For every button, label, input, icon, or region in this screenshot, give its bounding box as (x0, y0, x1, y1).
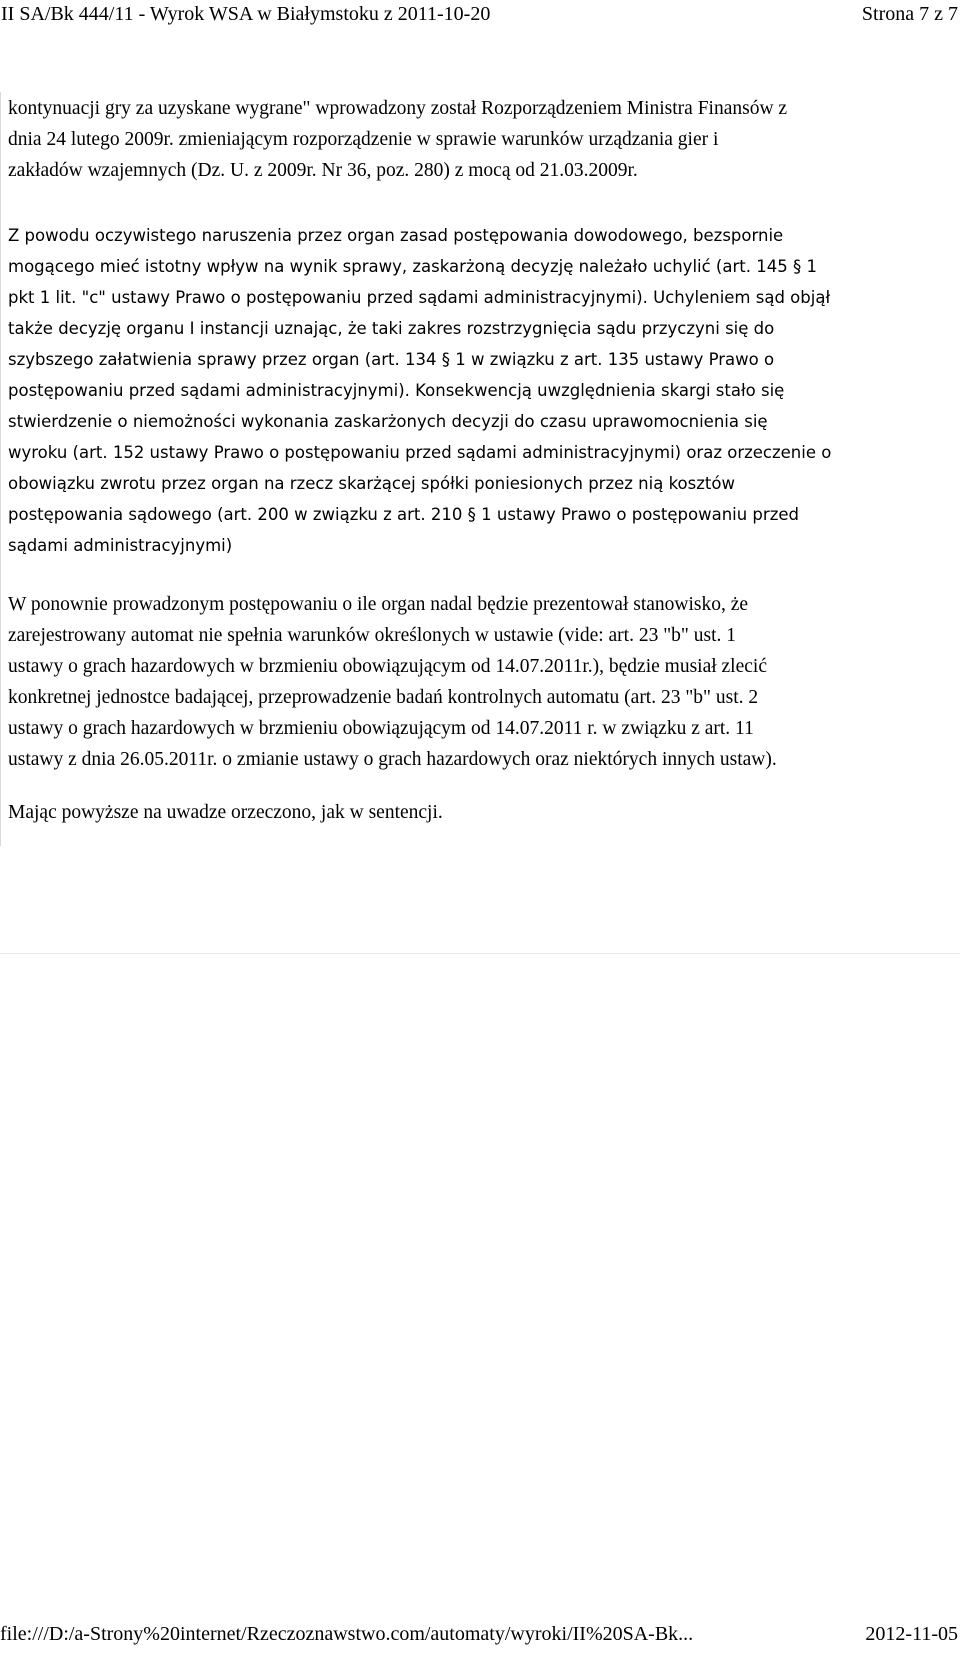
document-content (0, 92, 959, 846)
text-line: obowiązku zwrotu przez organ na rzecz skarżącej spółki poniesionych przez nią kosztów (8, 474, 735, 493)
text-line: dnia 24 lutego 2009r. zmieniającym rozporządzenie w sprawie warunków urządzania gier i (8, 129, 719, 150)
paragraph-judgment-reasoning (8, 220, 954, 561)
text-line: zarejestrowany automat nie spełnia warunków określonych w ustawie (vide: art. 23 "b" ust. 1 (8, 625, 737, 646)
text-line: szybszego załatwienia sprawy przez organ (art. 134 § 1 w związku z art. 135 ustawy Prawo o (8, 350, 775, 369)
text-line: ustawy o grach hazardowych w brzmieniu obowiązującym od 14.07.2011 r. w związku z art. 11 (8, 718, 754, 739)
text-line: sądami administracyjnymi) (8, 536, 233, 555)
text-line: pkt 1 lit. "c" ustawy Prawo o postępowaniu przed sądami administracyjnymi). Uchyleniem sąd objął (8, 288, 831, 307)
text-line: także decyzję organu I instancji uznając, że taki zakres rozstrzygnięcia sądu przyczyni się do (8, 319, 775, 338)
text-line: postępowania sądowego (art. 200 w związku z art. 210 § 1 ustawy Prawo o postępowaniu przed (8, 505, 799, 524)
paragraph-further-proceedings (8, 589, 954, 775)
page-header (0, 0, 960, 30)
paragraph-continuation (8, 93, 954, 186)
text-line: zakładów wzajemnych (Dz. U. z 2009r. Nr 36, poz. 280) z mocą od 21.03.2009r. (8, 160, 638, 181)
text-line: postępowaniu przed sądami administracyjnymi). Konsekwencją uwzględnienia skargi stało się (8, 381, 785, 400)
text-line: ustawy z dnia 26.05.2011r. o zmianie ustawy o grach hazardowych oraz niektórych innych ustaw). (8, 749, 777, 770)
text-line: kontynuacji gry za uzyskane wygrane" wprowadzony został Rozporządzeniem Ministra Finansów z (8, 98, 788, 119)
text-line: Z powodu oczywistego naruszenia przez organ zasad postępowania dowodowego, bezspornie (8, 226, 784, 245)
text-line: ustawy o grach hazardowych w brzmieniu obowiązującym od 14.07.2011r.), będzie musiał zlecić (8, 656, 767, 677)
text-line: stwierdzenie o niemożności wykonania zaskarżonych decyzji do czasu uprawomocnienia się (8, 412, 768, 431)
print-date: 2012-11-05 (865, 1623, 958, 1645)
document-title: II SA/Bk 444/11 - Wyrok WSA w Białymstoku z 2011-10-20 (1, 3, 491, 25)
text-line: W ponownie prowadzonym postępowaniu o ile organ nadal będzie prezentował stanowisko, że (8, 594, 749, 615)
source-url: file:///D:/a-Strony%20internet/Rzeczoznawstwo.com/automaty/wyroki/II%20SA-Bk... (0, 1623, 694, 1645)
text-line: wyroku (art. 152 ustawy Prawo o postępowaniu przed sądami administracyjnymi) oraz orzeczenie o (8, 443, 832, 462)
text-line: mogącego mieć istotny wpływ na wynik sprawy, zaskarżoną decyzję należało uchylić (art. 145 § 1 (8, 257, 817, 276)
page-footer (0, 1615, 960, 1651)
bottom-divider (0, 953, 960, 954)
paragraph-conclusion (8, 797, 954, 828)
page-indicator: Strona 7 z 7 (861, 3, 958, 25)
text-line: Mając powyższe na uwadze orzeczono, jak w sentencji. (8, 802, 443, 823)
text-line: konkretnej jednostce badającej, przeprowadzenie badań kontrolnych automatu (art. 23 "b" ust. 2 (8, 687, 759, 708)
